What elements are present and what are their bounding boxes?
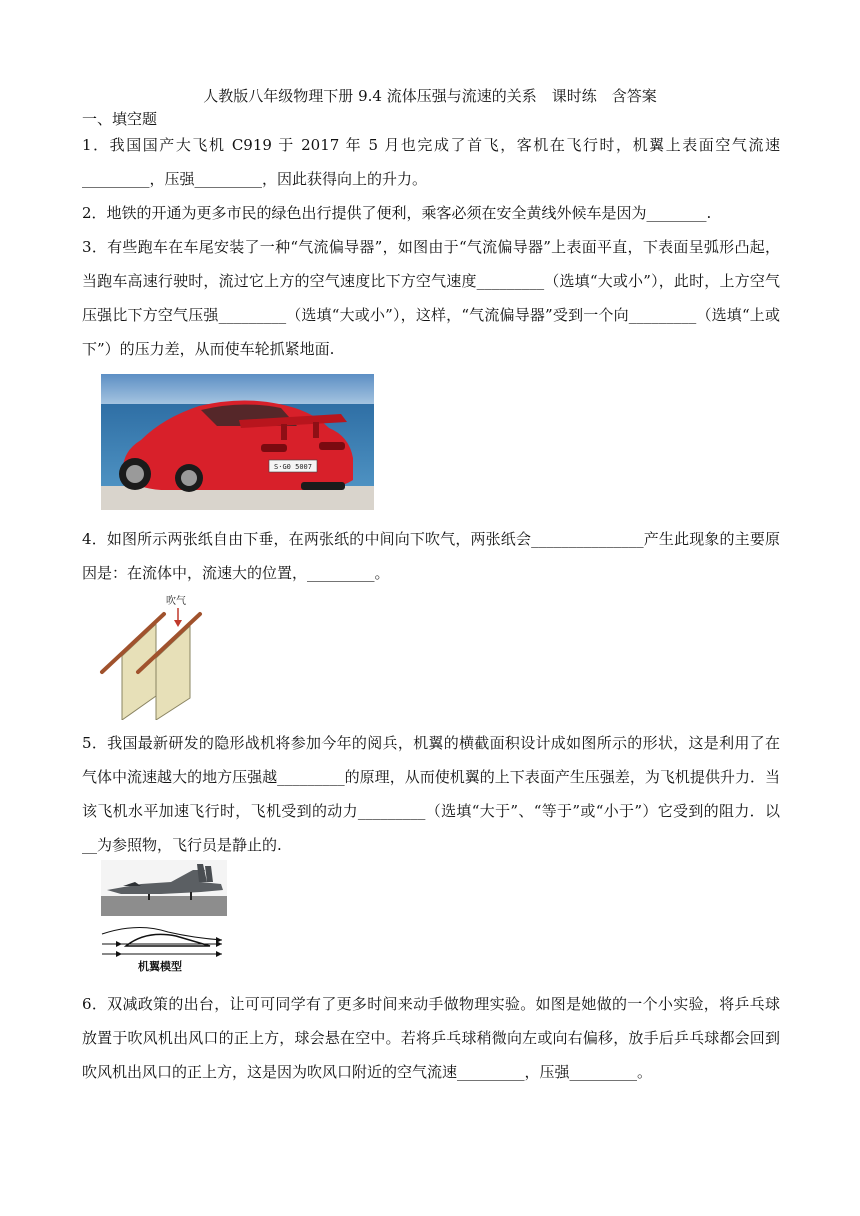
question-3: 3．有些跑车在车尾安装了一种“气流偏导器”，如图由于“气流偏导器”上表面平直，下表面呈弧形凸起，当跑车高速行驶时，流过它上方的空气速度比下方空气速度_________（选填“大或小”），此时，上方空气压强比下方空气压强_________（选填“大或小”），这样，“气流偏导器”受到一个向_________（选填“上或下”）的压力差，从而使车轮抓紧地面. — [82, 238, 780, 358]
question-1: 1．我国国产大飞机 C919 于 2017 年 5 月也完成了首飞，客机在飞行时，机翼上表面空气流速_________，压强_________，因此获得向上的升力。 — [82, 136, 780, 188]
question-5: 5．我国最新研发的隐形战机将参加今年的阅兵，机翼的横截面积设计成如图所示的形状，这是利用了在气体中流速越大的地方压强越_________的原理，从而使机翼的上下表面产生压强差，为飞机提供升力．当该飞机水平加速飞行时，飞机受到的动力_________（选填“大于”、“等于”或“小于”）它受到的阻力．以__为参照物，飞行员是静止的. — [82, 734, 780, 854]
section-heading: 一、填空题 — [82, 110, 158, 128]
wing-model-figure — [98, 924, 226, 974]
sports-car-figure — [101, 374, 374, 510]
page-title: 人教版八年级物理下册 9.4 流体压强与流速的关系 课时练 含答案 — [203, 87, 657, 105]
two-papers-figure — [98, 592, 204, 720]
question-2: 2．地铁的开通为更多市民的绿色出行提供了便利，乘客必须在安全黄线外候车是因为________. — [82, 204, 712, 222]
question-6: 6．双减政策的出台，让可可同学有了更多时间来动手做物理实验。如图是她做的一个小实验，将乒乓球放置于吹风机出风口的正上方，球会悬在空中。若将乒乓球稍微向左或向右偏移，放手后乒乓球都会回到吹风机出风口的正上方，这是因为吹风口附近的空气流速_________，压强_________。 — [82, 995, 780, 1081]
blow-label: 吹气 — [166, 596, 186, 607]
jet-figure — [101, 860, 227, 916]
question-4: 4．如图所示两张纸自由下垂，在两张纸的中间向下吹气，两张纸会_______________产生此现象的主要原因是：在流体中，流速大的位置，_________。 — [82, 530, 780, 582]
license-plate: S·G0 5007 — [274, 463, 312, 471]
wing-model-label: 机翼模型 — [138, 960, 182, 973]
arrow-down-icon — [174, 620, 182, 627]
